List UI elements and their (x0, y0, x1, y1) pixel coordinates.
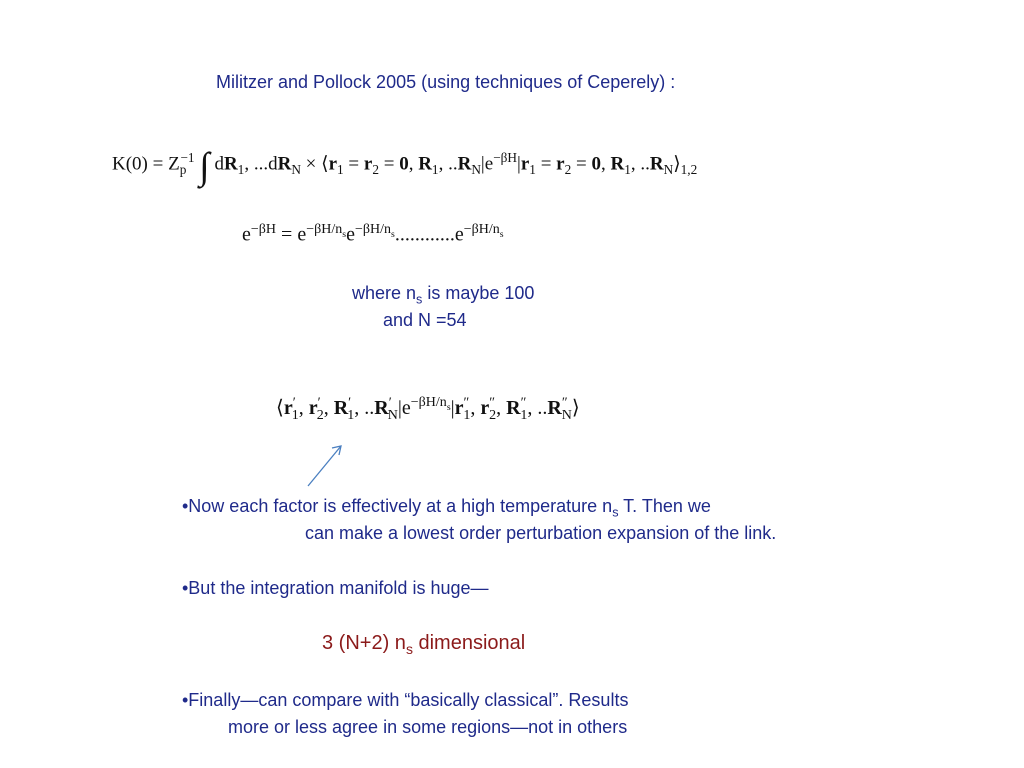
eq1-subN: N (291, 162, 301, 178)
note-text: is maybe 100 (422, 283, 535, 303)
eq1-sub1: 1 (529, 162, 536, 178)
eq1-sep: , (600, 153, 611, 175)
eq1-eq: = (343, 153, 364, 175)
eq1-subN: N (663, 162, 674, 178)
eq3-subN: N (561, 408, 572, 423)
eq3-prime: ′ (292, 395, 296, 411)
eq3-close: ⟩ (571, 397, 580, 419)
eq2-ns-sub: s (499, 228, 504, 240)
eq2-eq: = (276, 223, 298, 246)
eq1-r: r (520, 153, 530, 175)
eq3-prime: ′ (317, 395, 321, 411)
eq3-R: R (547, 397, 562, 419)
eq1-sep: , (408, 153, 419, 175)
slide-heading: Militzer and Pollock 2005 (using techniques of Ceperely) : (216, 72, 676, 92)
eq2-exp-ns: −βH/n (463, 222, 500, 237)
eq1-r: r (363, 153, 373, 175)
eq1-sub2: 2 (372, 162, 379, 178)
eq3-prime: ′ (348, 395, 352, 411)
eq3-dprime: ″ (489, 395, 496, 411)
eq3-sep: , (470, 397, 481, 419)
eq3-r: r (480, 397, 490, 419)
eq1-R: R (649, 153, 664, 175)
eq1-z-sup: −1 (180, 150, 195, 165)
eq3-sub1: 1 (520, 408, 528, 423)
eq1-eq: = (378, 153, 400, 175)
eq3-sep: , (323, 397, 334, 419)
pointer-arrow-icon (300, 440, 350, 490)
eq2-e: e (242, 223, 251, 246)
bullet-text: •Now each factor is effectively at a high temperature n (182, 496, 613, 516)
eq3-open: ⟨ (276, 397, 284, 419)
eq3-dprime: ″ (520, 395, 527, 411)
eq3-subN: N (387, 408, 398, 423)
eq1-close: ⟩ (673, 153, 681, 175)
bullet-2: •But the integration manifold is huge— (182, 578, 489, 598)
eq1-close-sub: 1,2 (680, 162, 698, 178)
eq3-r: r (454, 397, 464, 419)
eq3-sub2: 2 (489, 408, 497, 423)
eq1-exp: −βH (493, 150, 518, 165)
eq3-r: r (308, 397, 318, 419)
bullet-3-line-1: •Finally—can compare with “basically classical”. Results (182, 690, 629, 710)
eq2-exp-full: −βH (250, 222, 277, 237)
eq1-bar: | (480, 153, 485, 175)
eq1-eq: = (571, 153, 592, 175)
eq1-sub2: 2 (564, 162, 572, 178)
eq3-dprime: ″ (463, 395, 470, 411)
eq2-exp-ns: −βH/n (306, 222, 343, 237)
eq3-dots: , .. (527, 397, 548, 419)
eq1-z-sub: p (179, 162, 187, 178)
eq3-sub1: 1 (291, 408, 299, 423)
eq1-zero: 0 (399, 153, 409, 175)
integral-symbol: ∫ (199, 145, 210, 188)
eq1-times-open: × ⟨ (300, 153, 329, 175)
eq1-r: r (328, 153, 337, 175)
eq3-dprime: ″ (561, 395, 568, 411)
dimension-text: 3 (N+2) n (322, 632, 406, 654)
eq3-dots: , .. (354, 397, 375, 419)
eq3-e: e (401, 397, 411, 419)
eq3-R: R (374, 397, 389, 419)
eq1-R: R (277, 153, 292, 175)
eq1-r: r (556, 153, 565, 175)
eq3-R: R (333, 397, 349, 419)
eq1-lhs: K(0) = Z (112, 153, 180, 175)
eq1-sub1: 1 (337, 162, 344, 178)
dimension-statement (322, 632, 525, 657)
dimension-text: dimensional (412, 632, 526, 654)
eq1-sub1: 1 (431, 162, 439, 178)
eq3-prime: ′ (388, 395, 392, 411)
equation-k0 (112, 145, 698, 188)
eq3-sep: , (298, 397, 309, 419)
eq3-exp: −βH/n (410, 395, 447, 411)
eq1-R: R (223, 153, 238, 175)
note-sub: s (416, 292, 423, 307)
eq3-exp-sub: s (446, 402, 451, 414)
eq3-r: r (283, 397, 293, 419)
eq3-sub2: 2 (316, 408, 324, 423)
eq1-R: R (457, 153, 472, 175)
eq1-sub1: 1 (624, 162, 631, 178)
eq1-d: d (214, 153, 224, 175)
eq1-dots: , .. (630, 153, 650, 175)
eq1-sub1: 1 (237, 162, 245, 178)
eq2-ns-sub: s (390, 228, 395, 240)
eq1-e: e (484, 153, 494, 175)
eq1-bar: | (517, 153, 521, 175)
eq1-dots: , .. (438, 153, 458, 175)
note-text: where n (352, 283, 417, 303)
eq3-sep: , (496, 397, 507, 419)
equation-trotter (242, 222, 504, 247)
equation-link (276, 395, 580, 424)
eq2-e: e (346, 223, 355, 246)
eq1-zero: 0 (591, 153, 601, 175)
eq1-subN: N (471, 162, 481, 178)
eq3-sub1: 1 (463, 408, 471, 423)
eq3-bar: | (397, 397, 402, 419)
eq3-R: R (506, 397, 521, 419)
bullet-1-line-1 (182, 496, 711, 520)
note-line-1 (352, 283, 534, 307)
bullet-sub: s (612, 505, 619, 520)
eq3-sub1: 1 (347, 408, 355, 423)
eq2-exp-ns: −βH/n (354, 222, 391, 237)
bullet-3-line-2: more or less agree in some regions—not in others (228, 717, 628, 737)
note-line-2: and N =54 (383, 310, 467, 330)
eq1-eq: = (535, 153, 557, 175)
bullet-1-line-2: can make a lowest order perturbation expansion of the link. (305, 523, 777, 543)
eq2-e: e (454, 223, 464, 246)
bullet-text: T. Then we (618, 496, 711, 516)
eq1-R: R (610, 153, 625, 175)
eq2-ns-sub: s (342, 228, 347, 240)
eq2-dots: ............ (394, 223, 455, 246)
eq2-e: e (297, 223, 307, 246)
eq1-dots-d: , ...d (244, 153, 278, 175)
dimension-sub: s (405, 641, 413, 657)
eq3-bar: | (450, 397, 455, 419)
eq1-R: R (418, 153, 432, 175)
